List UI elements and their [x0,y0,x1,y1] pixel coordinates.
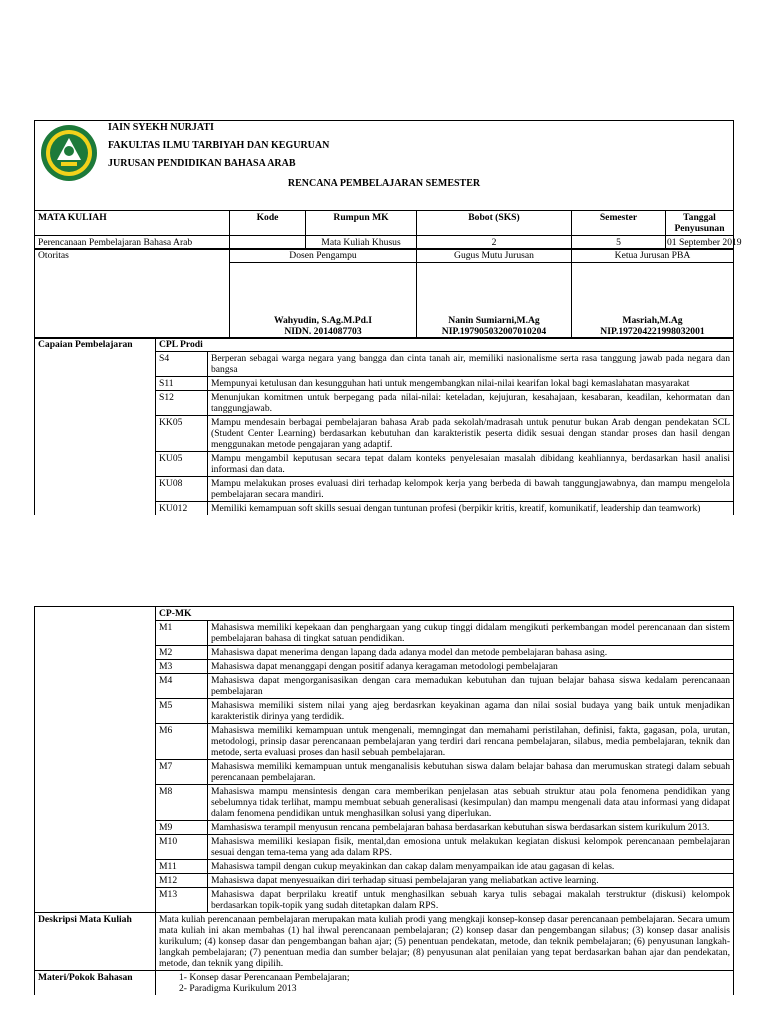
signatory-dosen [230,263,417,339]
header-kode: Kode [230,211,306,236]
signatory-name: Nanin Sumiarni,M.Ag [448,315,540,326]
cpl-text: Memiliki kemampuan soft skills sesuai dengan tuntunan profesi (berpikir kritis, kreatif, komunikatif, leadership dan teamwork) [208,502,734,516]
cpmk-text: Mahasiswa dapat menyesuaikan diri terhadap situasi pembelajaran yang meliabatkan active learning. [208,874,734,888]
cpl-code: KU05 [156,452,208,477]
cpmk-text: Mahasiswa dapat berprilaku kreatif untuk menghasilkan sebuah karya tulis sebagai makalah terstruktur (diskusi) kelompok berdasarkan topik-topik yang sudah ditetapkan dalam RPS. [208,888,734,913]
cpl-table [34,337,734,515]
header-semester: Semester [572,211,666,236]
cpmk-code: M2 [156,646,208,660]
cpmk-text: Mahasiswa dapat menerima dengan lapang dada adanya model dan metode pembelajaran bahasa asing. [208,646,734,660]
materi-items [159,972,730,994]
cpl-code: S11 [156,377,208,391]
cpmk-code: M3 [156,660,208,674]
role-dosen: Dosen Pengampu [230,249,417,263]
deskripsi-text: Mata kuliah perencanaan pembelajaran merupakan mata kuliah prodi yang mengkaji konsep-konsep dasar perencanaan pembelajaran. Secara umum mata kuliah ini akan membahas (1) hal ihwal perencanaan pembelajaran; (2) konsep dasar dan pengembangan silabus; (3) konsep dasar analisis kurikulum; (4) konsep dasar dan pengembangan bahan ajar; (5) penentuan pendekatan, metode, dan teknik pembelajaran; (6) penyusunan langkah-langkah pembelajaran; (7) penentuan media dan sumber belajar; (8) penyusunan alat penilaian yang tepat berdasarkan bahan ajar dan pendekatan, metode, dan teknik yang dipilih. [156,913,734,971]
cpmk-text: Mahasiswa dapat mengorganisasikan dengan cara memadukan kebutuhan dan tujuan belajar bahasa siswa kedalam perencanaan pembelajaran [208,674,734,699]
cpmk-code: M11 [156,860,208,874]
value-semester: 5 [572,236,666,250]
cpmk-text: Mahasiswa tampil dengan cukup meyakinkan dan cakap dalam menyampaikan ide atau gagasan di kelas. [208,860,734,874]
capaian-continued-cell [35,607,156,913]
cpmk-code: M5 [156,699,208,724]
cpl-code: S12 [156,391,208,416]
cpmk-code: M8 [156,785,208,821]
value-tanggal: 01 September 2019 [667,237,742,248]
cpmk-code: M4 [156,674,208,699]
signatory-id: NIDN. 2014087703 [284,326,362,337]
cpl-heading: CPL Prodi [156,338,734,352]
materi-list [156,971,734,996]
institution-name: IAIN SYEKH NURJATI [108,122,214,133]
cpmk-table [34,606,734,995]
cpl-text: Mampu mendesain berbagai pembelajaran bahasa Arab pada sekolah/madrasah untuk penutur bukan Arab dengan pendekatan SCL (Student Center Learning) berdasarkan kebutuhan dan karakteristik peserta didik sesuai dengan standar proses dan hasil dengan menggunakan metode pengajaran yang adaptif. [208,416,734,452]
faculty-name: FAKULTAS ILMU TARBIYAH DAN KEGURUAN [108,140,330,151]
signatory-id: NIP.197204221998032001 [600,326,705,337]
otoritas-label: Otoritas [35,249,230,339]
signatory-id: NIP.197905032007010204 [441,326,547,337]
header-bobot: Bobot (SKS) [417,211,572,236]
cpl-text: Mampu melakukan proses evaluasi diri terhadap kelompok kerja yang berbeda di bawah tanggungjawabnya, dan mampu mengelola pembelajaran secara mandiri. [208,477,734,502]
cpl-text: Mempunyai ketulusan dan kesungguhan hati untuk mengembangkan nilai-nilai kearifan lokal bagi kemaslahatan masyarakat [208,377,734,391]
header-mata-kuliah: MATA KULIAH [35,211,230,236]
cpl-text: Mampu mengambil keputusan secara tepat dalam konteks penyelesaian masalah dibidang keahliannya, berdasarkan hasil analisi informasi dan data. [208,452,734,477]
cpmk-code: M6 [156,724,208,760]
cpmk-text: Mahasiswa memiliki sistem nilai yang ajeg berdasrkan keyakinan agama dan nilai sosial budaya yang baik untuk menjadikan karakteristik dirinya yang terdidik. [208,699,734,724]
capaian-label: Capaian Pembelajaran [35,338,156,516]
signatory-ketua-jurusan [572,263,734,339]
cpmk-code: M7 [156,760,208,785]
role-ketua-jurusan: Ketua Jurusan PBA [572,249,734,263]
institution-logo-icon [40,124,98,182]
header-rumpun: Rumpun MK [306,211,417,236]
cpmk-text: Mahasiswa memiliki kepekaan dan penghargaan yang cukup tinggi didalam mengikuti perkembangan model perencanaan dan sistem pembelajaran bahasa di tingkat satuan pendidikan. [208,621,734,646]
list-item: 1- Konsep dasar Perencanaan Pembelajaran; [179,972,350,983]
cpmk-text: Mamhasiswa terampil menyusun rencana pembelajaran bahasa berdasarkan kebutuhan siswa berdasarkan sistem kurikulum 2013. [208,821,734,835]
deskripsi-row [35,913,734,971]
document-title: RENCANA PEMBELAJARAN SEMESTER [287,178,481,189]
cpmk-code: M9 [156,821,208,835]
cpmk-heading: CP-MK [156,607,734,621]
materi-label: Materi/Pokok Bahasan [35,971,156,996]
cpl-code: KK05 [156,416,208,452]
signatory-gugus-mutu [417,263,572,339]
cpmk-code: M13 [156,888,208,913]
deskripsi-label: Deskripsi Mata Kuliah [35,913,156,971]
cpl-text: Berperan sebagai warga negara yang bangga dan cinta tanah air, memiliki nasionalisme serta rasa tanggung jawab pada negara dan bangsa [208,352,734,377]
cpl-code: KU08 [156,477,208,502]
cpl-text: Menunjukan komitmen untuk berpegang pada nilai-nilai: keteladan, kejujuran, kesahajaan, kesabaran, keadilan, kehormatan dan tanggungjawab. [208,391,734,416]
cpmk-text: Mahasiswa mampu mensintesis dengan cara memberikan penjelasan atas sebuah struktur atau pola fenomena pendidikan yang sebelumnya tidak terlihat, mampu membuat sebuah generalisasi (kesimpulan) dan mampu mengenali data atau informasi yang didapat dalam fenomena pendidikan untuk menghasilkan solusi yang diperlukan. [208,785,734,821]
cpmk-text: Mahasiswa memiliki kemampuan untuk mengenali, memngingat dan memahami peristilahan, definisi, fakta, gagasan, pola, urutan, metodologi, prinsip dasar perencanaan pembelajaran yang terdiri dari rencana pembelajaran, silabus, media pembelajaran, teknik dan metode, serta evaluasi proses dan hasil sebuah pembelajaran. [208,724,734,760]
header-tanggal: Tanggal Penyusunan [666,211,734,236]
cpl-code: KU012 [156,502,208,516]
list-item: 2- Paradigma Kurikulum 2013 [179,983,297,994]
role-gugus-mutu: Gugus Mutu Jurusan [417,249,572,263]
value-bobot: 2 [417,236,572,250]
signatory-name: Wahyudin, S.Ag.M.Pd.I [273,315,373,326]
cpmk-code: M1 [156,621,208,646]
cpl-code: S4 [156,352,208,377]
value-mata-kuliah: Perencanaan Pembelajaran Bahasa Arab [35,236,230,250]
signatory-name: Masriah,M.Ag [622,315,683,326]
otoritas-table [34,248,734,339]
cpmk-code: M12 [156,874,208,888]
cpmk-text: Mahasiswa memiliki kesiapan fisik, mental,dan emosiona untuk melakukan kegiatan diskusi kelompok perencanaan pembelajaran sesuai dengan tema-tema yang ada dalam RPS. [208,835,734,860]
cpmk-text: Mahasiswa memiliki kemampuan untuk menganalisis kebutuhan siswa dalam belajar bahasa dan merumuskan strategi dalam sebuah perencanaan pembelajaran. [208,760,734,785]
department-name: JURUSAN PENDIDIKAN BAHASA ARAB [108,158,296,169]
course-info-table [34,210,742,250]
cpmk-text: Mahasiswa dapat menanggapi dengan positif adanya keragaman metodologi pembelajaran [208,660,734,674]
materi-row [35,971,734,996]
value-rumpun: Mata Kuliah Khusus [306,236,417,250]
cpmk-code: M10 [156,835,208,860]
